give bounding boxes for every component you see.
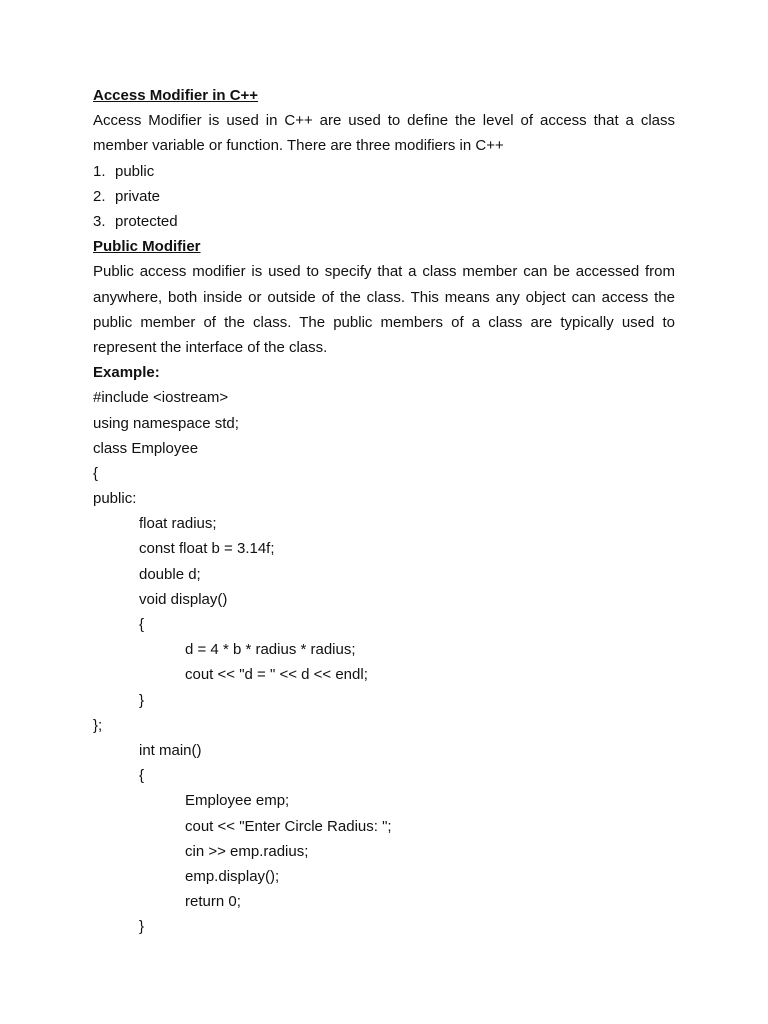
code-line: { (93, 464, 99, 482)
code-line: { (139, 616, 145, 634)
code-line: double d; (139, 565, 201, 583)
list-item (93, 209, 675, 234)
code-line: using namespace std; (93, 414, 239, 432)
list-text: private (115, 187, 161, 205)
code-line: }; (93, 716, 103, 734)
code-line: d = 4 * b * radius * radius; (185, 641, 356, 659)
code-line: class Employee (93, 439, 199, 457)
list-number: 1. (93, 162, 106, 180)
code-line: return 0; (185, 893, 241, 911)
section-heading: Public Modifier (93, 238, 201, 256)
code-line: cout << "d = " << d << endl; (185, 666, 368, 684)
code-line: cout << "Enter Circle Radius: "; (185, 817, 392, 835)
code-line: void display() (139, 590, 228, 608)
list-item (93, 184, 675, 209)
list-number: 3. (93, 212, 106, 230)
list-text: public (115, 162, 155, 180)
code-line: public: (93, 490, 137, 508)
code-line: } (139, 691, 145, 709)
code-line: int main() (139, 741, 202, 759)
code-line: float radius; (139, 515, 217, 533)
code-block (93, 385, 675, 939)
intro-paragraph: Access Modifier is used in C++ are used to define the level of access that a class member variable or function. There are three modifiers in C++ (93, 112, 675, 155)
code-line: { (139, 767, 145, 785)
code-line: const float b = 3.14f; (139, 540, 275, 558)
example-label: Example: (93, 364, 160, 382)
code-line: cin >> emp.radius; (185, 842, 309, 860)
document-page (93, 83, 675, 939)
public-paragraph: Public access modifier is used to specify that a class member can be accessed from anywhere, both inside or outside of the class. This means any object can access the public member of the class. The public members of a class are typically used to represent the interface of the class. (93, 263, 675, 356)
list-text: protected (115, 212, 178, 230)
list-number: 2. (93, 187, 106, 205)
code-line: Employee emp; (185, 792, 290, 810)
code-line: } (139, 918, 145, 936)
code-line: emp.display(); (185, 867, 280, 885)
code-line: #include <iostream> (93, 389, 229, 407)
list-item (93, 159, 675, 184)
document-title: Access Modifier in C++ (93, 87, 259, 104)
